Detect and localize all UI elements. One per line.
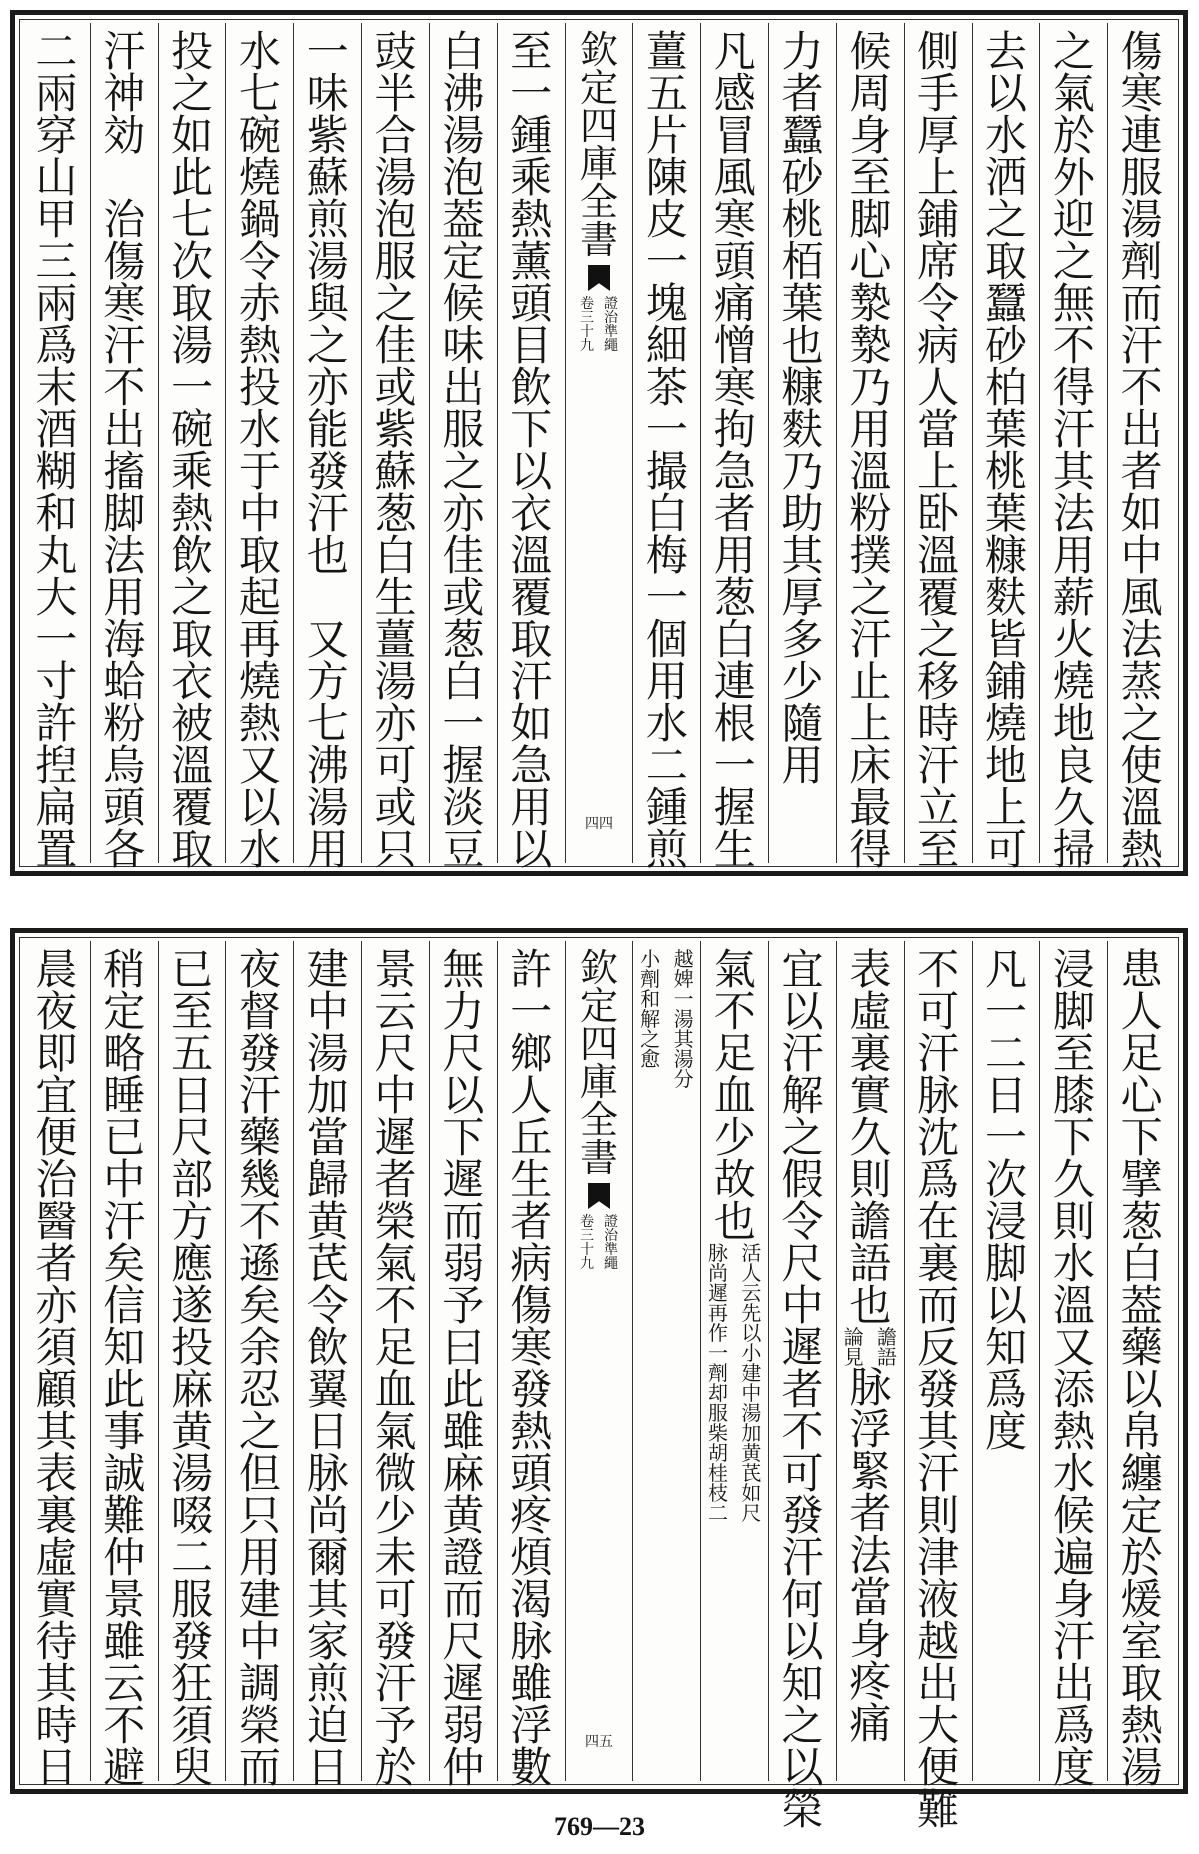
fishtail-mark [588,265,610,291]
top-folio [10,10,1188,876]
column-body [769,945,836,1834]
column-body [566,28,633,857]
column-body [633,27,700,874]
small-text-right: 越 婢 一 湯 其 湯 分 [673,947,694,1091]
text-column [23,941,91,1792]
text-column [566,941,634,1781]
column-text: 汗 神 効 治 傷 寒 汗 不 出 搐 脚 法 用 海 蛤 粉 烏 頭 各 [103,27,146,874]
column-text: 凡 感 冒 風 寒 頭 痛 憎 寒 拘 急 者 用 葱 白 連 根 一 握 生 [713,27,756,874]
column-body [159,945,226,1792]
edition-title: 欽 定 四 庫 全 書 [580,28,619,262]
column-body [1108,945,1175,1792]
block-heart [580,1215,618,1271]
column-body [701,27,768,874]
fishtail-mark [588,1183,610,1209]
column-text: 已 至 五 日 尺 部 方 應 遂 投 麻 黄 湯 啜 二 服 發 狂 須 臾 [171,945,214,1792]
volume-number: 卷 三 十 九 [580,296,595,354]
text-column [91,23,159,874]
leaf-number: 四五 [585,1734,614,1750]
text-column [294,941,362,1792]
text-column [362,941,430,1792]
column-body [430,945,497,1792]
text-column [566,23,634,863]
text-column [701,23,769,874]
text-column [1040,23,1108,874]
text-column [633,941,701,1781]
column-body [362,27,429,874]
text-column [1108,941,1175,1792]
interlinear-note [837,1327,904,1367]
text-column [159,23,227,874]
column-text: 浸 脚 至 膝 下 久 則 水 溫 又 添 熱 水 候 遍 身 汗 出 爲 度 [1052,945,1095,1792]
book-title: 證 治 準 繩 [604,296,619,354]
column-text: 凡 一 二 日 一 次 浸 脚 以 知 爲 度 [985,945,1028,1456]
text-column [769,23,837,863]
column-text: 豉 半 合 湯 泡 服 之 佳 或 紫 蘇 葱 白 生 薑 湯 亦 可 或 只 [374,27,417,874]
column-body [633,949,700,1775]
column-body [973,945,1040,1775]
text-column [837,941,905,1781]
column-body [91,27,158,874]
text-column [226,941,294,1792]
page-number: 769—23 [554,1812,645,1841]
small-text-left: 小 劑 和 解 之 愈 [640,947,661,1071]
note-left: 論 見 [843,1325,864,1369]
column-body [159,27,226,874]
column-body [498,27,565,874]
interlinear-note [701,1243,768,1523]
column-body [91,945,158,1792]
column-text: 力 者 蠶 砂 桃 栢 葉 也 糠 麩 乃 助 其 厚 多 少 隨 用 [781,27,824,790]
note-left: 脉 尚 遲 再 作 一 劑 却 服 柴 胡 桂 枝 二 [707,1241,728,1525]
column-text: 景 云 尺 中 遲 者 榮 氣 不 足 血 氣 微 少 未 可 發 汗 予 於 [374,945,417,1792]
column-text: 許 一 鄉 人 丘 生 者 病 傷 寒 發 熱 頭 疼 煩 渴 脉 雖 浮 數 [510,945,553,1792]
column-text: 之 氣 於 外 迎 之 無 不 得 汗 其 法 用 薪 火 燒 地 良 久 掃 [1052,27,1095,874]
text-column [973,23,1041,874]
column-body [226,945,293,1792]
column-body [837,27,904,874]
edition-title: 欽 定 四 庫 全 書 [580,946,619,1180]
column-text: 無 力 尺 以 下 遲 而 弱 予 曰 此 雖 麻 黄 證 而 尺 遲 弱 仲 [442,945,485,1792]
column-body [1040,945,1107,1792]
column-body [769,27,836,857]
text-column [973,941,1041,1781]
text-column [23,23,91,874]
top-text-columns [23,23,1175,874]
column-text: 傷 寒 連 服 湯 劑 而 汗 不 出 者 如 中 風 法 蒸 之 使 溫 熱 [1120,27,1163,874]
column-body [1040,27,1107,874]
column-body [566,946,633,1775]
column-text: 晨 夜 即 宜 便 治 醫 者 亦 須 顧 其 表 裏 虛 實 待 其 時 日 [35,945,78,1792]
column-text: 稍 定 略 睡 已 中 汗 矣 信 知 此 事 誠 難 仲 景 雖 云 不 避 [103,945,146,1792]
column-text: 宜 以 汗 解 之 假 令 尺 中 遲 者 不 可 發 汗 何 以 知 之 以 榮 [781,945,824,1834]
column-text: 建 中 湯 加 當 歸 黄 芪 令 飲 翼 日 脉 尚 爾 其 家 煎 迫 日 [306,945,349,1792]
column-body [701,945,768,1775]
column-body [226,27,293,874]
column-body [837,945,904,1775]
column-body [905,945,972,1834]
column-text: 表 虛 裏 實 久 則 譫 語 也 [849,945,892,1330]
text-column [294,23,362,874]
text-column [905,941,973,1834]
text-column [905,23,973,874]
column-text: 薑 五 片 陳 皮 一 塊 細 茶 一 撮 白 梅 一 個 用 水 二 鍾 煎 [645,27,688,874]
column-body [430,27,497,874]
column-text-continued: 脉 浮 緊 者 法 當 身 疼 痛 [849,1363,892,1748]
text-column [769,941,837,1834]
block-heart [580,297,618,353]
column-text: 側 手 厚 上 鋪 席 令 病 人 當 上 卧 溫 覆 之 移 時 汗 立 至 [917,27,960,874]
text-column [159,941,227,1792]
column-text: 白 沸 湯 泡 葢 定 候 味 出 服 之 亦 佳 或 葱 白 一 握 淡 豆 [442,27,485,874]
column-body [362,945,429,1792]
text-column [633,23,701,874]
text-column [226,23,294,874]
text-column [498,23,566,874]
text-column [362,23,430,874]
text-column [837,23,905,874]
text-column [1040,941,1108,1792]
text-column [430,941,498,1792]
column-text: 二 兩 穿 山 甲 三 兩 爲 末 酒 糊 和 丸 大 一 寸 許 揑 扁 置 [35,27,78,874]
column-text: 去 以 水 洒 之 取 蠶 砂 柏 葉 桃 葉 糠 麩 皆 鋪 燒 地 上 可 [985,27,1028,874]
note-right: 活 人 云 先 以 小 建 中 湯 加 黄 芪 如 尺 [741,1241,762,1525]
column-text: 患 人 足 心 下 擘 葱 白 葢 藥 以 帛 纏 定 於 煖 室 取 熱 湯 [1120,945,1163,1792]
column-text: 氣 不 足 血 少 故 也 [713,945,756,1246]
volume-number: 卷 三 十 九 [580,1214,595,1272]
column-body [1108,27,1175,874]
column-body [498,945,565,1792]
leaf-number: 四四 [585,816,614,832]
text-column [430,23,498,874]
book-title: 證 治 準 繩 [604,1214,619,1272]
column-text: 不 可 汗 脉 沈 爲 在 裏 而 反 發 其 汗 則 津 液 越 出 大 便 難 [917,945,960,1834]
column-text: 投 之 如 此 七 次 取 湯 一 碗 乘 熱 飲 之 取 衣 被 溫 覆 取 [171,27,214,874]
small-text-pair [633,949,700,1089]
text-column [498,941,566,1792]
text-column [91,941,159,1792]
column-text: 一 味 紫 蘇 煎 湯 與 之 亦 能 發 汗 也 又 方 七 沸 湯 用 [306,27,349,874]
text-column [701,941,769,1781]
column-text: 水 七 碗 燒 鍋 令 赤 熱 投 水 于 中 取 起 再 燒 熱 又 以 水 [238,27,281,874]
column-text: 候 周 身 至 脚 心 漐 漐 乃 用 溫 粉 撲 之 汗 止 上 床 最 得 [849,27,892,874]
column-body [23,27,90,874]
column-body [973,27,1040,874]
column-body [294,27,361,874]
column-body [905,27,972,874]
note-right: 譫 語 [877,1325,898,1369]
column-body [294,945,361,1792]
column-text: 夜 督 發 汗 藥 幾 不 遜 矣 余 忍 之 但 只 用 建 中 調 榮 而 [238,945,281,1792]
text-column [1108,23,1175,874]
column-text: 至 一 鍾 乘 熱 薰 頭 目 飲 下 以 衣 溫 覆 取 汗 如 急 用 以 [510,27,553,874]
column-body [23,945,90,1792]
